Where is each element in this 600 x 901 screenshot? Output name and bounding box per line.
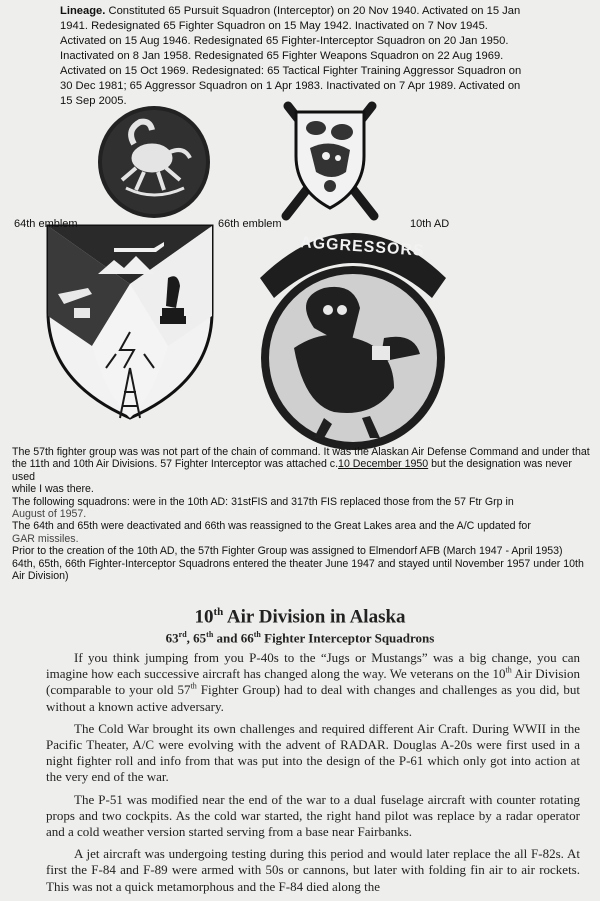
- emblem-10th-ad: [44, 222, 216, 422]
- emblem-64th: [96, 104, 212, 220]
- article-paragraph-4: A jet aircraft was undergoing testing during this period and would later replace the all F-82s. At first the F-84 and F-89 were armed with 50s or cannons, but later with folding fin air to air rockets. This was not a quick metamorphous and the F-84 died along the: [46, 846, 580, 894]
- note-2: The following squadrons: were in the 10th AD: 31stFIS and 317th FIS replaced those from the 57 Ftr Grp in August of 1957.: [12, 495, 514, 521]
- article-subtitle: 63rd, 65th and 66th Fighter Interceptor Squadrons: [165, 630, 435, 646]
- emblem-66th-label: 66th emblem: [218, 218, 282, 230]
- emblem-66th: [270, 98, 390, 224]
- lineage-label: Lineage.: [60, 5, 106, 17]
- note-1: The 57th fighter group was was not part of the chain of command. It was the Alaskan Air Defense Command and under that the 11th and 10th Air Divisions. 57 Fighter Interceptor was attached c.10 December 1950 but the designation was never used while I was there.: [12, 446, 590, 496]
- note-4: Prior to the creation of the 10th AD, the 57th Fighter Group was assigned to Elmendorf AFB (March 1947 - April 1953): [12, 545, 563, 558]
- article-paragraph-2: The Cold War brought its own challenges and required different Air Craft. During WWII in the Pacific Theater, A/C were evolving with the advent of RADAR. Douglas A-20s were first used in a night fighter roll and info from that was put into the design of the P-61 which only got into action at the very end of the war.: [46, 720, 580, 785]
- date-underlined: 10 December 1950: [338, 458, 429, 471]
- note-3: The 64th and 65th were deactivated and 66th was reassigned to the Great Lakes area and the A/C updated for GAR missiles.: [12, 520, 531, 545]
- emblem-64th-label: 64th emblem: [14, 218, 78, 230]
- aggressors-text: AGGRESSORS: [299, 234, 426, 260]
- article-body: [46, 650, 580, 901]
- article-paragraph-3: The P-51 was modified near the end of the war to a dual fuselage aircraft with counter rotating props and two cockpits. As the cold war started, the right hand pilot was replace by a radar operator and a cold weather version started serving from a base near Fairbanks.: [46, 791, 580, 840]
- note-5: 64th, 65th, 66th Fighter-Interceptor Squadrons entered the theater June 1947 and stayed until November 1957 under 10th Air Division): [12, 557, 584, 583]
- article-title: 10th Air Division in Alaska: [194, 606, 406, 628]
- lineage-text: Constituted 65 Pursuit Squadron (Interceptor) on 20 Nov 1940. Activated on 15 Jan 1941. Redesignated 65 Fighter Squadron on 15 May 1942. Inactivated on 7 Nov 1945. Activated on 15 Aug 1946. Redesignated 65 Fighter-Interceptor Squadron on 20 Jan 1950. Inactivated on 8 Jan 1958. Redesignated 65 Fighter Weapons Squadron on 22 Aug 1969. Activated on 15 Oct 1969. Redesignated: 65 Tactical Fighter Training Aggressor Squadron on 30 Dec 1981; 65 Aggressor Squadron on 1 Apr 1983. Inactivated on 7 Apr 1989. Activated on 15 Sep 2005.: [60, 5, 522, 107]
- emblem-10th-ad-label: 10th AD: [410, 218, 450, 230]
- notes-block: [12, 446, 592, 582]
- lineage-paragraph: [60, 4, 530, 109]
- article-paragraph-1: If you think jumping from you P-40s to the “Jugs or Mustangs” was a big change, you can imagine how each successive aircraft has changed along the way. We veterans on the 10th Air Division (comparable to your old 57th Fighter Group) had to deal with changes and challenges as you did, but without a known active adversary.: [46, 650, 580, 714]
